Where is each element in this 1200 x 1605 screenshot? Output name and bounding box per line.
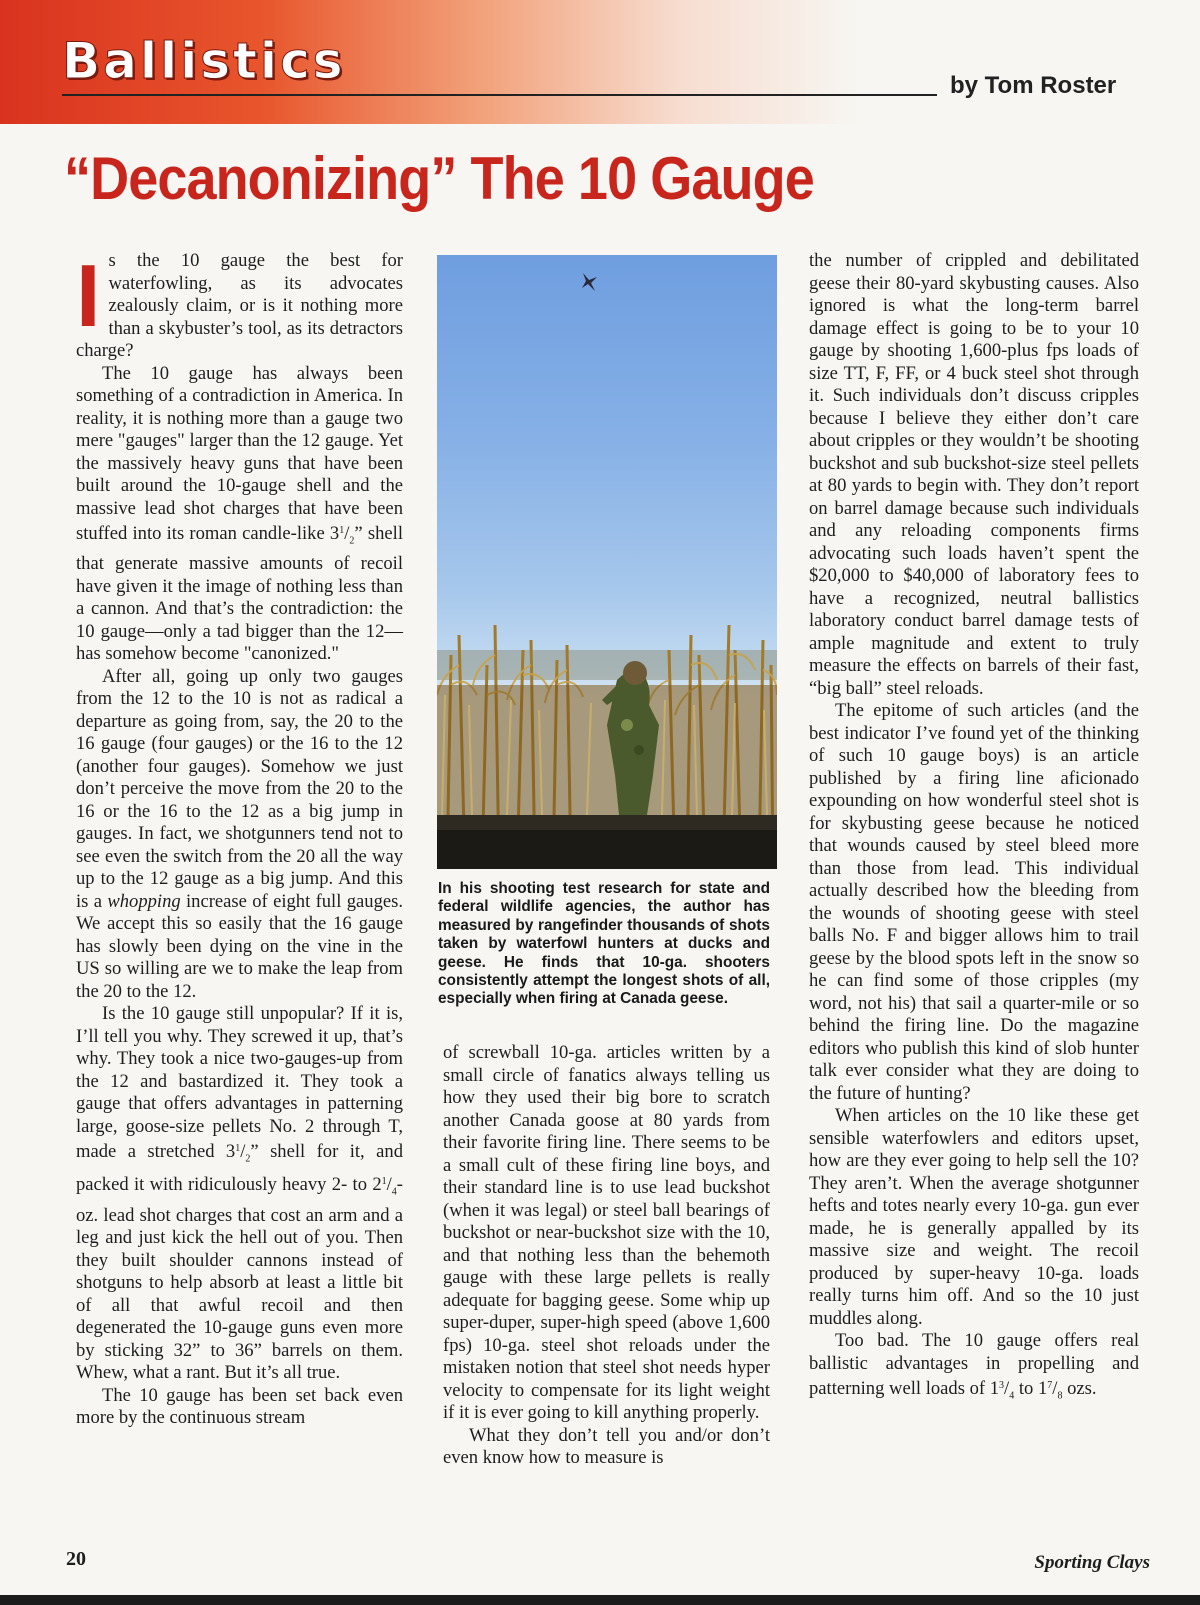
paragraph: The 10 gauge has always been something of a contradiction in America. In reality, it is nothing more than a gauge two mere "gauges" larger than the 12 gauge. Yet the massively heavy guns that have been built around the 10-gauge shell and the massive lead shot charges that have been stuffed into its roman candle-like $3^1/_2$” shell that generate massive amounts of recoil have given it the image of nothing less than a cannon. And that’s the contradiction: the 10 gauge—only a tad bigger than the 12—has somehow become "canonized." (76, 362, 403, 665)
column-1 (76, 246, 404, 1430)
paragraph: the number of crippled and debilitated geese their 80-yard skybusting causes. Also ignored is what the long-term barrel damage effect is going to be to your 10 gauge by shooting 1,600-plus fps loads of size TT, F, FF, or 4 buck steel shot through it. Such individuals don’t discuss cripples because I believe they either don’t care about cripples or they wouldn’t be shooting buckshot and sub buckshot-size steel pellets at 80 yards to begin with. They don’t report on barrel damage because such individuals and any reloading components firms advocating such loads haven’t spent the $20,000 to $40,000 of laboratory fees to have a recognized, neutral ballistics laboratory conduct barrel damage tests of ample magnitude and extent to truly measure the effects on barrels of their fast, “big ball” steel reloads. (809, 250, 1139, 699)
paragraph: The 10 gauge has been set back even more by the continuous stream (76, 1384, 403, 1429)
paragraph: After all, going up only two gauges from the 12 to the 10 is not as radical a departure as going from, say, the 20 to the 16 gauge (four gauges) or the 16 to the 12 (another four gauges). Somehow we just don’t perceive the move from the 20 to the 16 or the 16 to the 12 as a big jump in gauges. In fact, we shotgunners tend not to see even the switch from the 20 all the way up to the 12 gauge as a big jump. And this is a whopping increase of eight full gauges. We accept this so easily that the 16 gauge has slowly been dying on the vine in the US so willing are we to make the leap from the 20 to the 12. (76, 665, 404, 1002)
paragraph: What they don’t tell you and/or don’t even know how to measure is (443, 1424, 770, 1468)
paragraph: When articles on the 10 like these get sensible waterfowlers and editors upset, how are they ever going to help sell the 10? They aren’t. When the average shotgunner hefts and totes nearly every 10-ga. gun ever made, he is generally appalled by its massive size and weight. The recoil produced by super-heavy 10-ga. loads really turns him off. And so the 10 just muddles along. (809, 1105, 1139, 1329)
photo-caption: In his shooting test research for state and federal wildlife agencies, the author has measured by rangefinder thousands of shots taken by waterfowl hunters at ducks and geese. He finds that 10-ga. shooters consistently attempt the longest shots of all, especially when firing at Canada geese. (438, 880, 770, 1008)
paragraph: Is the 10 gauge the best for waterfowling, as its advocates zealously claim, or is it nothing more than a skybuster’s tool, as its detractors charge? (76, 246, 403, 361)
byline: by Tom Roster (950, 72, 1117, 99)
header-rule (62, 94, 937, 96)
article-headline: “Decanonizing” The 10 Gauge (64, 145, 814, 212)
paragraph: The epitome of such articles (and the best indicator I’ve found yet of the thinking of such 10 gauge boys) is an article published by a firing line aficionado expounding on how wonderful steel shot is for skybusting geese because he noticed that wounds caused by steel bleed more than those from lead. This individual actually described how the bleeding from the wounds of shooting geese with steel balls No. F and bigger allows him to trail geese by the blood spots left in the snow so he can find some of those cripples (my word, not his) that sail a quarter-mile or so behind the firing line. Do the magazine editors who publish this kind of slob hunter talk ever consider what they are doing to the future of hunting? (809, 700, 1139, 1104)
page-bottom-edge (0, 1595, 1200, 1605)
paragraph: Is the 10 gauge still unpopular? If it is, I’ll tell you why. They screwed it up, that’s why. They took a nice two-gauges-up from the 12 and bastardized it. They took a gauge that offers advantages in patterning large, goose-size pellets No. 2 through T, made a stretched $3^1/_2$” shell for it, and packed it with ridiculously heavy 2- to $2^1/_4-oz$. lead shot charges that cost an arm and a leg and just kick the hell out of you. Then they built shoulder cannons instead of shotguns to help absorb at least a little bit of all that awful recoil and then degenerated the 10-gauge guns even more by sticking 32” to 36” barrels on them. Whew, what a rant. But it’s all true. (76, 1003, 403, 1384)
page-number: 20 (66, 1548, 86, 1570)
paragraph: of screwball 10-ga. articles written by a small circle of fanatics always telling us how they used their big bore to scratch another Canada goose at 80 yards from their favorite firing line. There seems to be a small cult of these firing line boys, and their standard line is to use lead buckshot (when it was legal) or steel ball bearings of buckshot or near-buckshot size with the 10, and that nothing less than the behemoth gauge with these large pellets is really adequate for bagging geese. Some whip up super-duper, super-high speed (above 1,600 fps) 10-ga. steel shot reloads under the mistaken notion that steel shot needs hyper velocity to compensate for its light weight if it is ever going to kill anything properly. (443, 1042, 770, 1423)
paragraph: Too bad. The 10 gauge offers real ballistic advantages in propelling and patterning well loads of $1^3/_4$ to $1^7/_8$ ozs. (809, 1330, 1139, 1402)
section-title: Ballistics (62, 32, 346, 90)
hunter-in-cornfield-photo (437, 255, 777, 869)
magazine-name: Sporting Clays (1034, 1552, 1150, 1573)
drop-cap: I (76, 246, 101, 345)
column-2 (443, 1042, 770, 1470)
column-3 (809, 250, 1139, 1408)
